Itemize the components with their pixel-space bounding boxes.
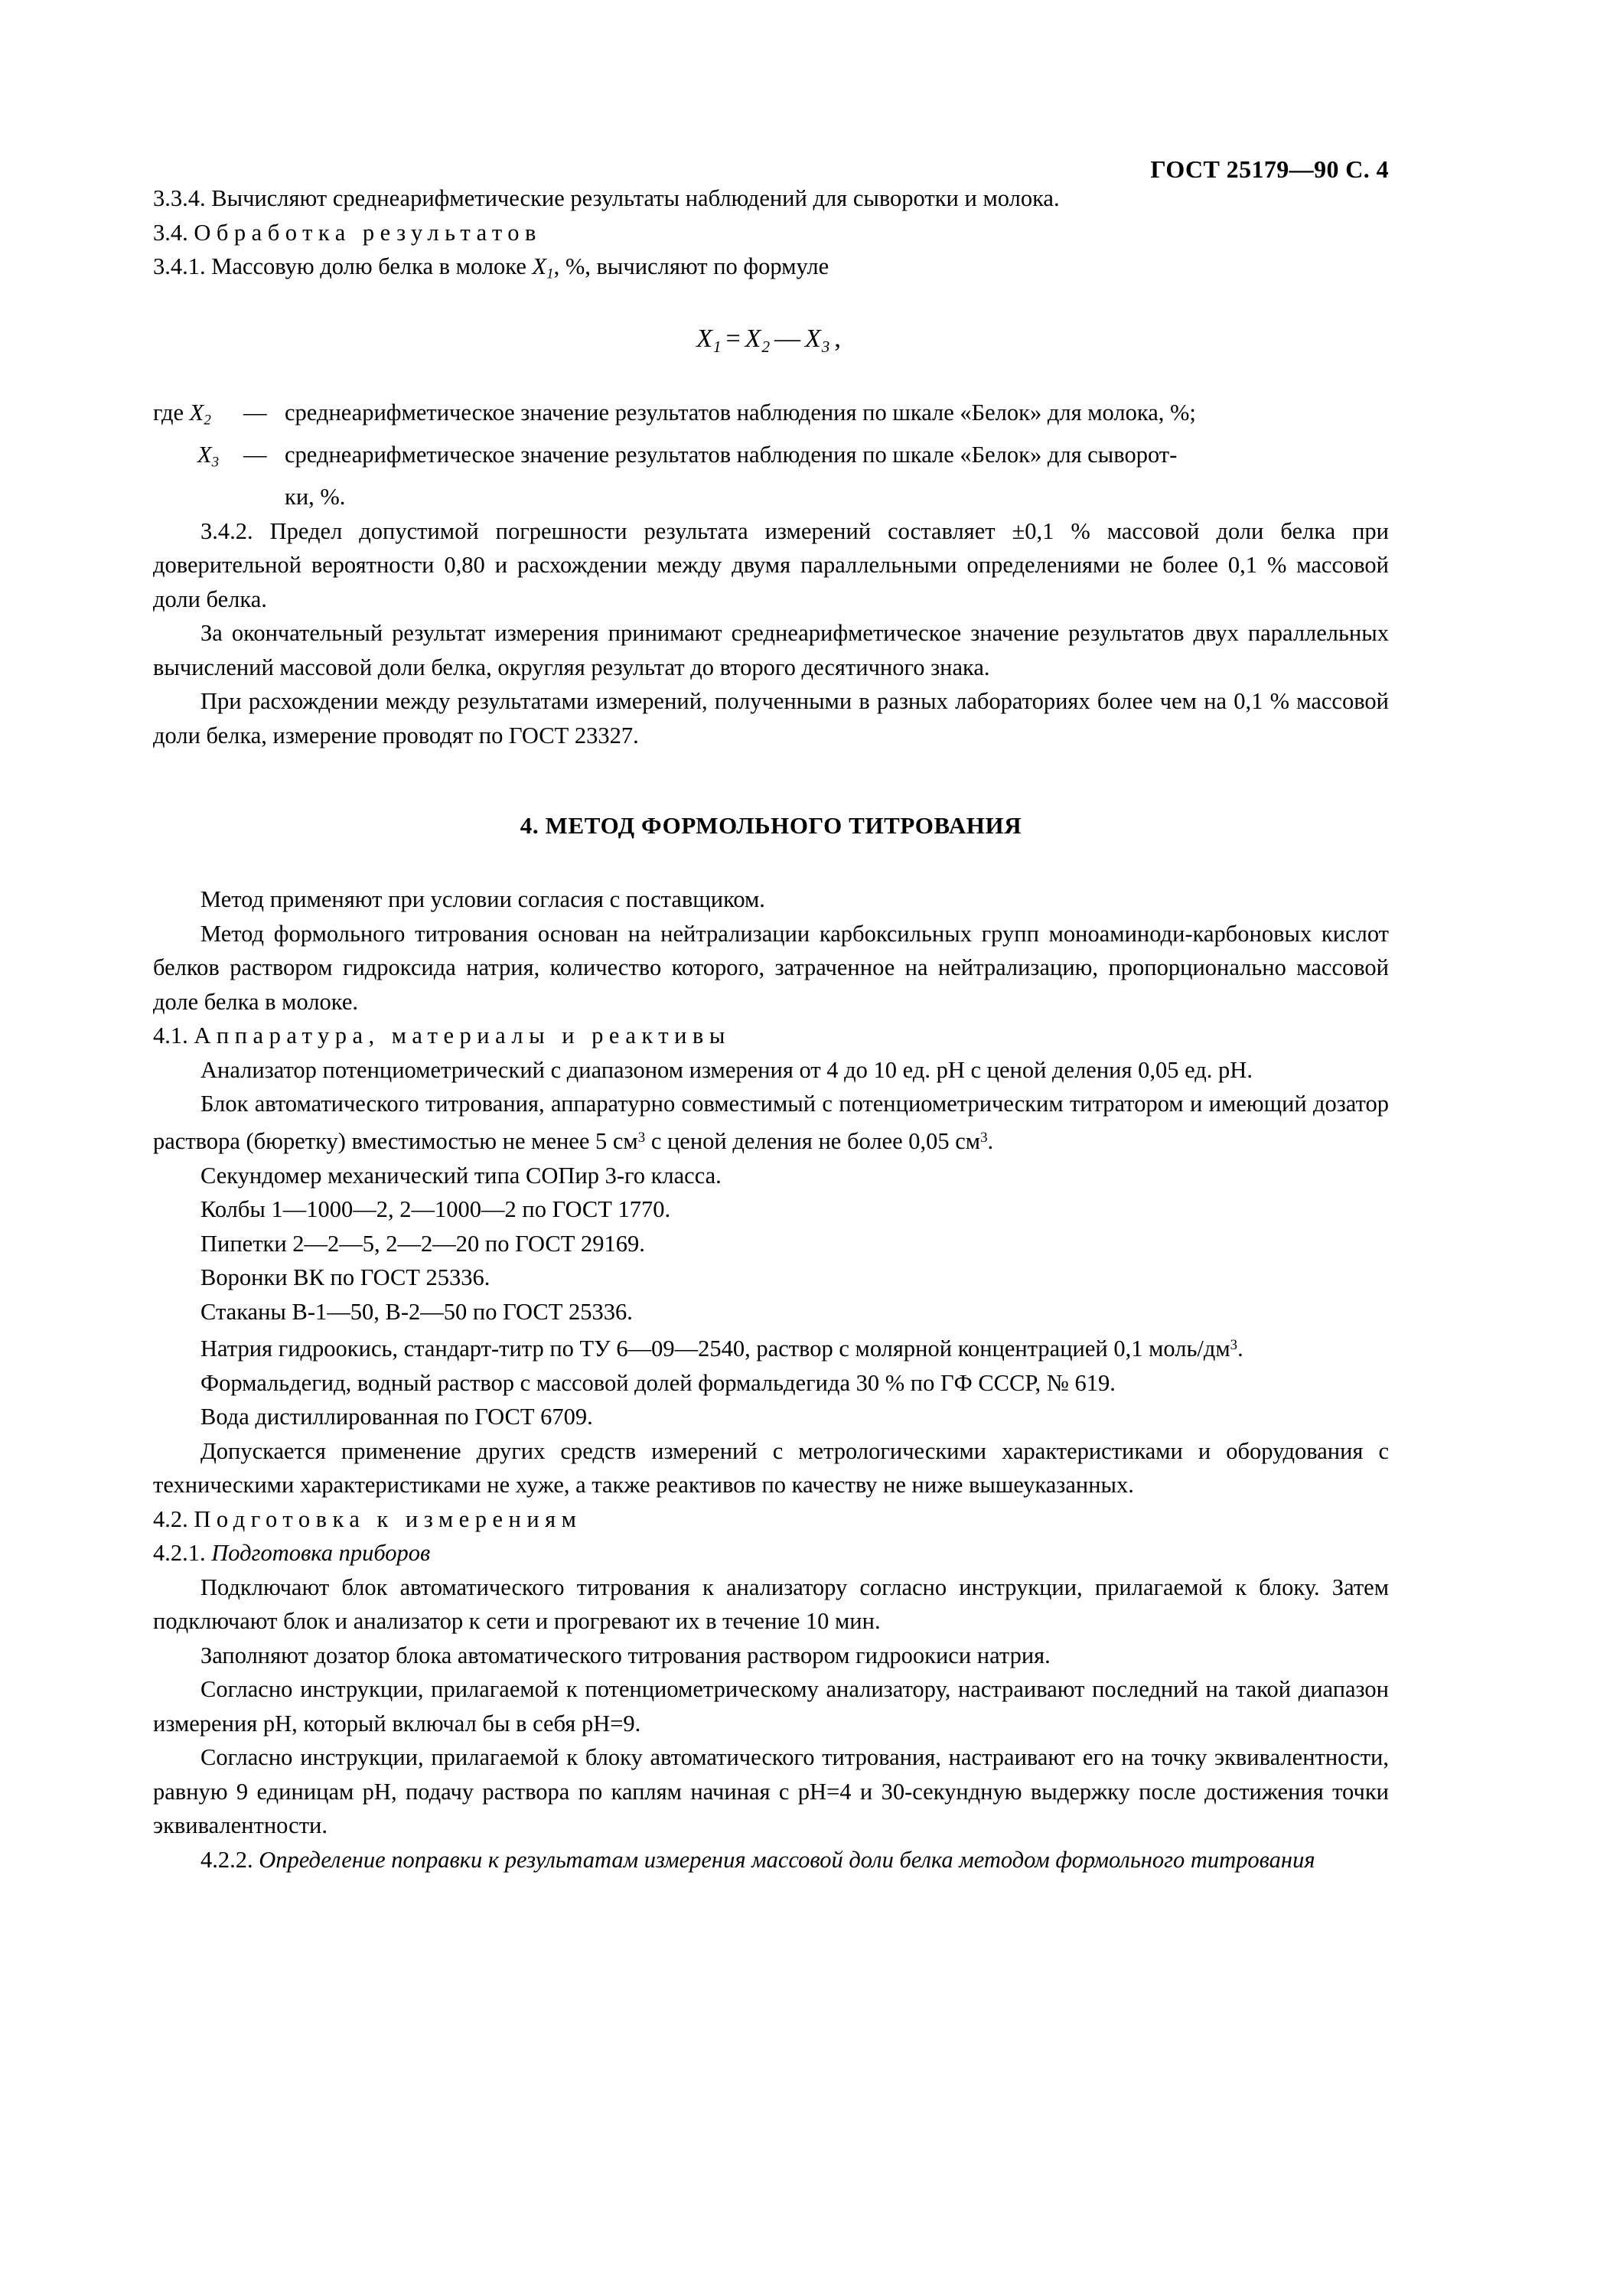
paragraph-3-3-4 xyxy=(153,181,1389,216)
paragraph-method-principle-text: Метод формольного титрования основан на нейтрализации карбоксильных групп моноаминоди-карбоновых кислот белков раствором гидроксида натрия, количество которого, затраченное на нейтрализацию, пропорционально массовой доле белка в молоке. xyxy=(153,920,1389,1015)
formula-equals-sign: = xyxy=(725,325,741,354)
formula-legend xyxy=(153,396,1389,514)
section-4-title xyxy=(153,812,1389,840)
paragraph-sodium-hydroxide xyxy=(153,1329,1389,1366)
paragraph-3-4-1 xyxy=(153,249,1389,292)
paragraph-3-4-2-text: 3.4.2. Предел допустимой погрешности результата измерений составляет ±0,1 % массовой доли белка при доверительной вероятности 0,80 и расхождении между двумя параллельными определениями не более 0,1 % массовой доли белка. xyxy=(153,517,1389,612)
heading-4-2-number: 4.2. xyxy=(153,1505,194,1532)
paragraph-analyzer xyxy=(153,1053,1389,1088)
paragraph-titration-block-sup-2: 3 xyxy=(980,1129,988,1146)
paragraph-analyzer-text: Анализатор потенциометрический с диапазоном измерения от 4 до 10 ед. pH с ценой деления 0,05 ед. pH. xyxy=(200,1056,1253,1083)
formula-term2-subscript: 3 xyxy=(821,337,830,356)
paragraph-pipettes xyxy=(153,1227,1389,1261)
paragraph-allowed-substitutes xyxy=(153,1434,1389,1502)
heading-4-1-number: 4.1. xyxy=(153,1022,194,1049)
formula-lhs-subscript: 1 xyxy=(712,337,722,356)
paragraph-setup-titration-block xyxy=(153,1740,1389,1843)
paragraph-final-result-text: За окончательный результат измерения принимают среднеарифметическое значение результатов двух параллельных вычислений массовой доли белка, округляя результат до второго десятичного знака. xyxy=(153,620,1389,680)
variable-x1-subscript: 1 xyxy=(546,266,554,282)
formula-term1-subscript: 2 xyxy=(761,337,770,356)
paragraph-method-principle xyxy=(153,917,1389,1019)
legend-dash-x3: — xyxy=(243,442,267,468)
heading-3-4 xyxy=(153,216,1389,250)
heading-3-4-number: 3.4. xyxy=(153,219,194,246)
formula-trailing-comma: , xyxy=(834,325,841,354)
paragraph-titration-block xyxy=(153,1087,1389,1158)
legend-lead-x3 xyxy=(153,438,243,480)
variable-x1 xyxy=(532,253,554,282)
paragraph-connect-instruments xyxy=(153,1570,1389,1639)
heading-4-2-2 xyxy=(153,1843,1389,1877)
paragraph-allowed-substitutes-text: Допускается применение других средств измерений с метрологическими характеристиками и оборудования с техническими характеристиками не хуже, а также реактивов по качеству не ниже вышеуказанных. xyxy=(153,1437,1389,1499)
paragraph-setup-titration-block-text: Согласно инструкции, прилагаемой к блоку автоматического титрования, настраивают его на точку эквивалентности, равную 9 единицам pH, подачу раствора по каплям начиная с pH=4 и 30-секундную выдержку после достижения точки эквивалентности. xyxy=(153,1744,1389,1839)
formula-minus-sign: — xyxy=(774,325,800,354)
paragraph-sodium-hydroxide-prefix: Натрия гидроокись, стандарт-титр по ТУ 6—09—2540, раствор с молярной концентрацией 0,1 моль/дм xyxy=(200,1336,1230,1362)
formula-x1 xyxy=(153,324,1389,356)
legend-lead xyxy=(153,396,243,438)
paragraph-formaldehyde-text: Формальдегид, водный раствор с массовой долей формальдегида 30 % по ГФ СССР, № 619. xyxy=(200,1369,1116,1396)
paragraph-beakers-text: Стаканы В-1—50, В-2—50 по ГОСТ 25336. xyxy=(200,1298,633,1325)
legend-variable-x2-subscript: 2 xyxy=(204,412,211,429)
paragraph-distilled-water xyxy=(153,1400,1389,1434)
legend-dash-x2: — xyxy=(243,400,267,426)
heading-3-4-label: Обработка результатов xyxy=(194,219,542,246)
paragraph-method-applied xyxy=(153,882,1389,917)
legend-variable-x2-symbol: X xyxy=(189,400,204,426)
running-head xyxy=(153,0,1389,181)
legend-definition-x2: среднеарифметическое значение результатов наблюдения по шкале «Белок» для молока, %; xyxy=(285,400,1196,426)
paragraph-funnels-text: Воронки ВК по ГОСТ 25336. xyxy=(200,1264,490,1291)
heading-4-2 xyxy=(153,1502,1389,1537)
heading-4-2-1 xyxy=(153,1536,1389,1570)
heading-4-1 xyxy=(153,1019,1389,1053)
paragraph-setup-analyzer xyxy=(153,1672,1389,1740)
heading-4-1-label: Аппаратура, материалы и реактивы xyxy=(194,1022,731,1049)
paragraph-flasks xyxy=(153,1192,1389,1227)
variable-x1-symbol: X xyxy=(532,253,547,279)
heading-4-2-2-label: Определение поправки к результатам измерения массовой доли белка методом формольного титрования xyxy=(259,1846,1315,1873)
paragraph-final-result xyxy=(153,616,1389,684)
paragraph-stopwatch xyxy=(153,1159,1389,1193)
paragraph-beakers xyxy=(153,1295,1389,1329)
formula-term2-symbol: X xyxy=(805,325,821,354)
legend-variable-x3-subscript: 3 xyxy=(211,454,220,471)
formula-term1-symbol: X xyxy=(745,325,761,354)
paragraph-setup-analyzer-text: Согласно инструкции, прилагаемой к потенциометрическому анализатору, настраивают последний на такой диапазон измерения pH, который включал бы в себя pH=9. xyxy=(153,1676,1389,1737)
formula-lhs-symbol: X xyxy=(696,325,712,354)
heading-4-2-label: Подготовка к измерениям xyxy=(194,1505,582,1532)
legend-variable-x2 xyxy=(189,400,211,429)
page-content xyxy=(153,0,1389,1877)
heading-4-2-1-label: Подготовка приборов xyxy=(211,1540,431,1567)
paragraph-sodium-hydroxide-tail: . xyxy=(1237,1336,1243,1362)
paragraph-method-applied-text: Метод применяют при условии согласия с поставщиком. xyxy=(200,886,765,913)
paragraph-3-4-1-suffix: , %, вычисляют по формуле xyxy=(553,253,829,279)
paragraph-formaldehyde xyxy=(153,1366,1389,1401)
paragraph-3-3-4-text: 3.3.4. Вычисляют среднеарифметические результаты наблюдений для сыворотки и молока. xyxy=(153,185,1060,211)
paragraph-sodium-hydroxide-sup: 3 xyxy=(1230,1337,1238,1354)
paragraph-distilled-water-text: Вода дистиллированная по ГОСТ 6709. xyxy=(200,1404,593,1430)
paragraph-3-4-2 xyxy=(153,514,1389,617)
paragraph-fill-doser-text: Заполняют дозатор блока автоматического титрования раствором гидроокиси натрия. xyxy=(200,1642,1051,1668)
paragraph-fill-doser xyxy=(153,1639,1389,1673)
legend-row-x2 xyxy=(153,396,1389,438)
heading-4-2-1-number: 4.2.1. xyxy=(153,1540,212,1567)
paragraph-stopwatch-text: Секундомер механический типа СОПир 3-го класса. xyxy=(200,1162,722,1189)
paragraph-connect-instruments-text: Подключают блок автоматического титрования к анализатору согласно инструкции, прилагаемой к блоку. Затем подключают блок и анализатор к сети и прогревают их в течение 10 мин. xyxy=(153,1574,1389,1635)
paragraph-titration-block-middle: с ценой деления не более 0,05 см xyxy=(645,1128,981,1155)
paragraph-titration-block-prefix: Блок автоматического титрования, аппаратурно совместимый с потенциометрическим титратором и имеющий дозатор раствора (бюретку) вместимостью не менее 5 см xyxy=(153,1091,1389,1155)
paragraph-funnels xyxy=(153,1261,1389,1295)
legend-definition-x3: среднеарифметическое значение результатов наблюдения по шкале «Белок» для сыворот- xyxy=(285,442,1178,468)
paragraph-pipettes-text: Пипетки 2—2—5, 2—2—20 по ГОСТ 29169. xyxy=(200,1230,645,1257)
legend-definition-x3-continuation: ки, %. xyxy=(285,484,346,510)
legend-lead-word: где xyxy=(153,400,184,426)
paragraph-flasks-text: Колбы 1—1000—2, 2—1000—2 по ГОСТ 1770. xyxy=(200,1196,671,1223)
paragraph-3-4-1-prefix: 3.4.1. Массовую долю белка в молоке xyxy=(153,253,533,279)
legend-variable-x3-symbol: X xyxy=(197,442,212,468)
legend-variable-x3 xyxy=(197,442,220,471)
section-4-title-text: 4. МЕТОД ФОРМОЛЬНОГО ТИТРОВАНИЯ xyxy=(520,812,1022,840)
paragraph-divergence-text: При расхождении между результатами измерений, полученными в разных лабораториях более чем на 0,1 % массовой доли белка, измерение проводят по ГОСТ 23327. xyxy=(153,688,1389,748)
paragraph-divergence xyxy=(153,684,1389,752)
heading-4-2-2-number: 4.2.2. xyxy=(200,1846,259,1873)
paragraph-titration-block-tail: . xyxy=(987,1128,994,1155)
standard-designation: ГОСТ 25179—90 С. 4 xyxy=(1150,155,1389,183)
legend-row-x3 xyxy=(153,438,1389,480)
paragraph-titration-block-sup-1: 3 xyxy=(637,1129,646,1146)
